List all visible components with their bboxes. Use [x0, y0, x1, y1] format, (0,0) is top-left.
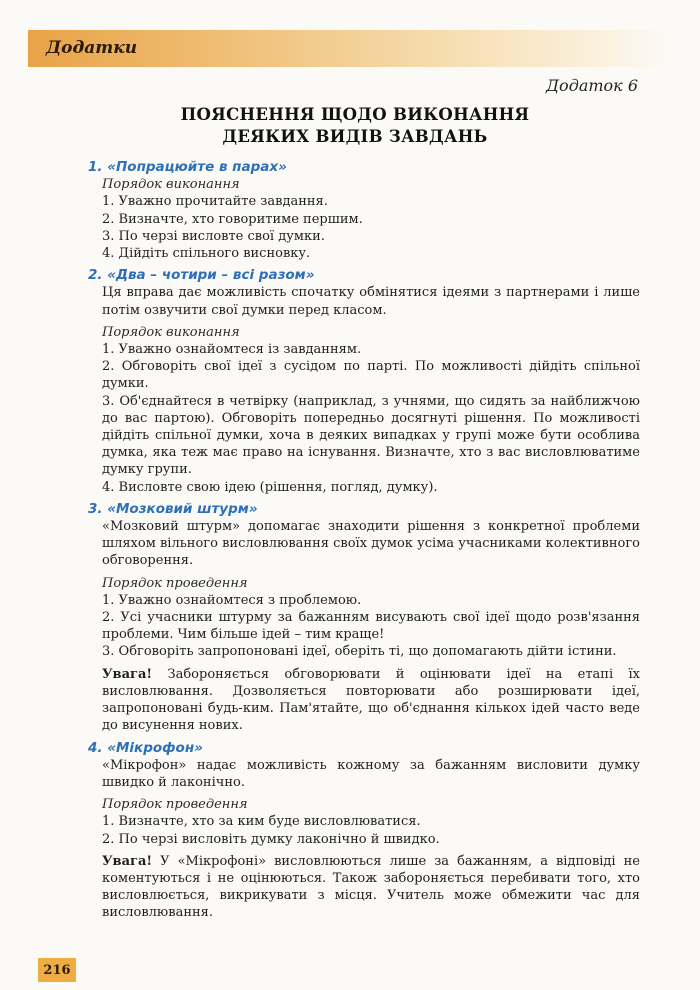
list-item: 2. Обговоріть свої ідеї з сусідом по парті. По можливості дійдіть спільної думки. [102, 359, 640, 392]
procedure-label: Порядок проведення [102, 797, 248, 813]
list-item: 2. Усі учасники штурму за бажанням висувають свої ідеї щодо розв'язання проблеми. Чим більше ідей – тим краще! [102, 610, 640, 643]
page-number: 216 [38, 958, 76, 982]
steps-list [102, 592, 640, 661]
steps-list [102, 193, 640, 262]
section-intro: «Мікрофон» надає можливість кожному за бажанням висловити думку швидко й лаконічно. [102, 757, 640, 790]
page-title [60, 104, 650, 148]
section-heading: 4. «Мікрофон» [88, 739, 203, 756]
list-item: 1. Уважно прочитайте завдання. [102, 194, 328, 210]
list-item: 1. Уважно ознайомтеся із завданням. [102, 342, 362, 358]
section-intro: Ця вправа дає можливість спочатку обмінятися ідеями з партнерами і лише потім озвучити свої думки перед класом. [102, 285, 640, 318]
main-content [88, 159, 640, 922]
procedure-label: Порядок виконання [102, 177, 240, 193]
steps-list [102, 341, 640, 496]
warning-text: У «Мікрофоні» висловлюються лише за бажанням, а відповіді не коментуються і не оцінюються. Також забороняється перебивати того, хто висловлюється, викрикувати з місця. Учитель може обмежити час для висловлювання. [102, 853, 640, 921]
warning-text: Забороняється обговорювати й оцінювати ідеї на етапі їх висловлювання. Дозволяється повторювати або розширювати ідеї, запропоновані будь-ким. Пам'ятайте, що об'єднання кількох ідей часто веде до висунення нових. [102, 666, 640, 734]
section-heading: 1. «Попрацюйте в парах» [88, 159, 287, 175]
list-item: 2. По черзі висловіть думку лаконічно й швидко. [102, 831, 440, 847]
section-heading: 2. «Два – чотири – всі разом» [88, 267, 315, 284]
warning-note [102, 666, 640, 735]
list-item: 4. Висловте свою ідею (рішення, погляд, думку). [102, 479, 438, 495]
list-item: 2. Визначте, хто говоритиме першим. [102, 211, 363, 227]
title-line: ПОЯСНЕННЯ ЩОДО ВИКОНАННЯ [180, 105, 530, 124]
list-item: 1. Визначте, хто за ким буде висловлюватися. [102, 814, 421, 830]
section-pairs [88, 159, 640, 262]
warning-label: Увага! [102, 666, 153, 682]
section-microphone [88, 739, 640, 922]
section-heading: 3. «Мозковий штурм» [88, 500, 258, 517]
list-item: 3. По черзі висловте свої думки. [102, 228, 325, 244]
procedure-label: Порядок виконання [102, 324, 240, 340]
appendix-number: Додаток 6 [546, 76, 638, 95]
steps-list [102, 813, 640, 847]
warning-label: Увага! [102, 853, 153, 869]
section-intro: «Мозковий штурм» допомагає знаходити рішення з конкретної проблеми шляхом вільного висловлювання своїх думок усіма учасниками колективного обговорення. [102, 519, 640, 569]
title-line: ДЕЯКИХ ВИДІВ ЗАВДАНЬ [222, 127, 488, 146]
section-two-four-all [88, 267, 640, 496]
section-brainstorm [88, 500, 640, 735]
procedure-label: Порядок проведення [102, 575, 248, 591]
list-item: 3. Обговоріть запропоновані ідеї, оберіть ті, що допомагають дійти істини. [102, 644, 617, 660]
list-item: 3. Об'єднайтеся в четвірку (наприклад, з учнями, що сидять за найближчою до вас партою). Обговоріть попередньо досягнуті рішення. По можливості дійдіть спільної думки, хоча в деяких випадках у групі може бути особлива думка, яка теж має право на існування. Визначте, хто з вас висловлюватиме думку групи. [102, 393, 640, 478]
list-item: 4. Дійдіть спільного висновку. [102, 246, 311, 262]
warning-note [102, 853, 640, 922]
list-item: 1. Уважно ознайомтеся з проблемою. [102, 592, 362, 608]
section-label: Додатки [46, 38, 138, 58]
